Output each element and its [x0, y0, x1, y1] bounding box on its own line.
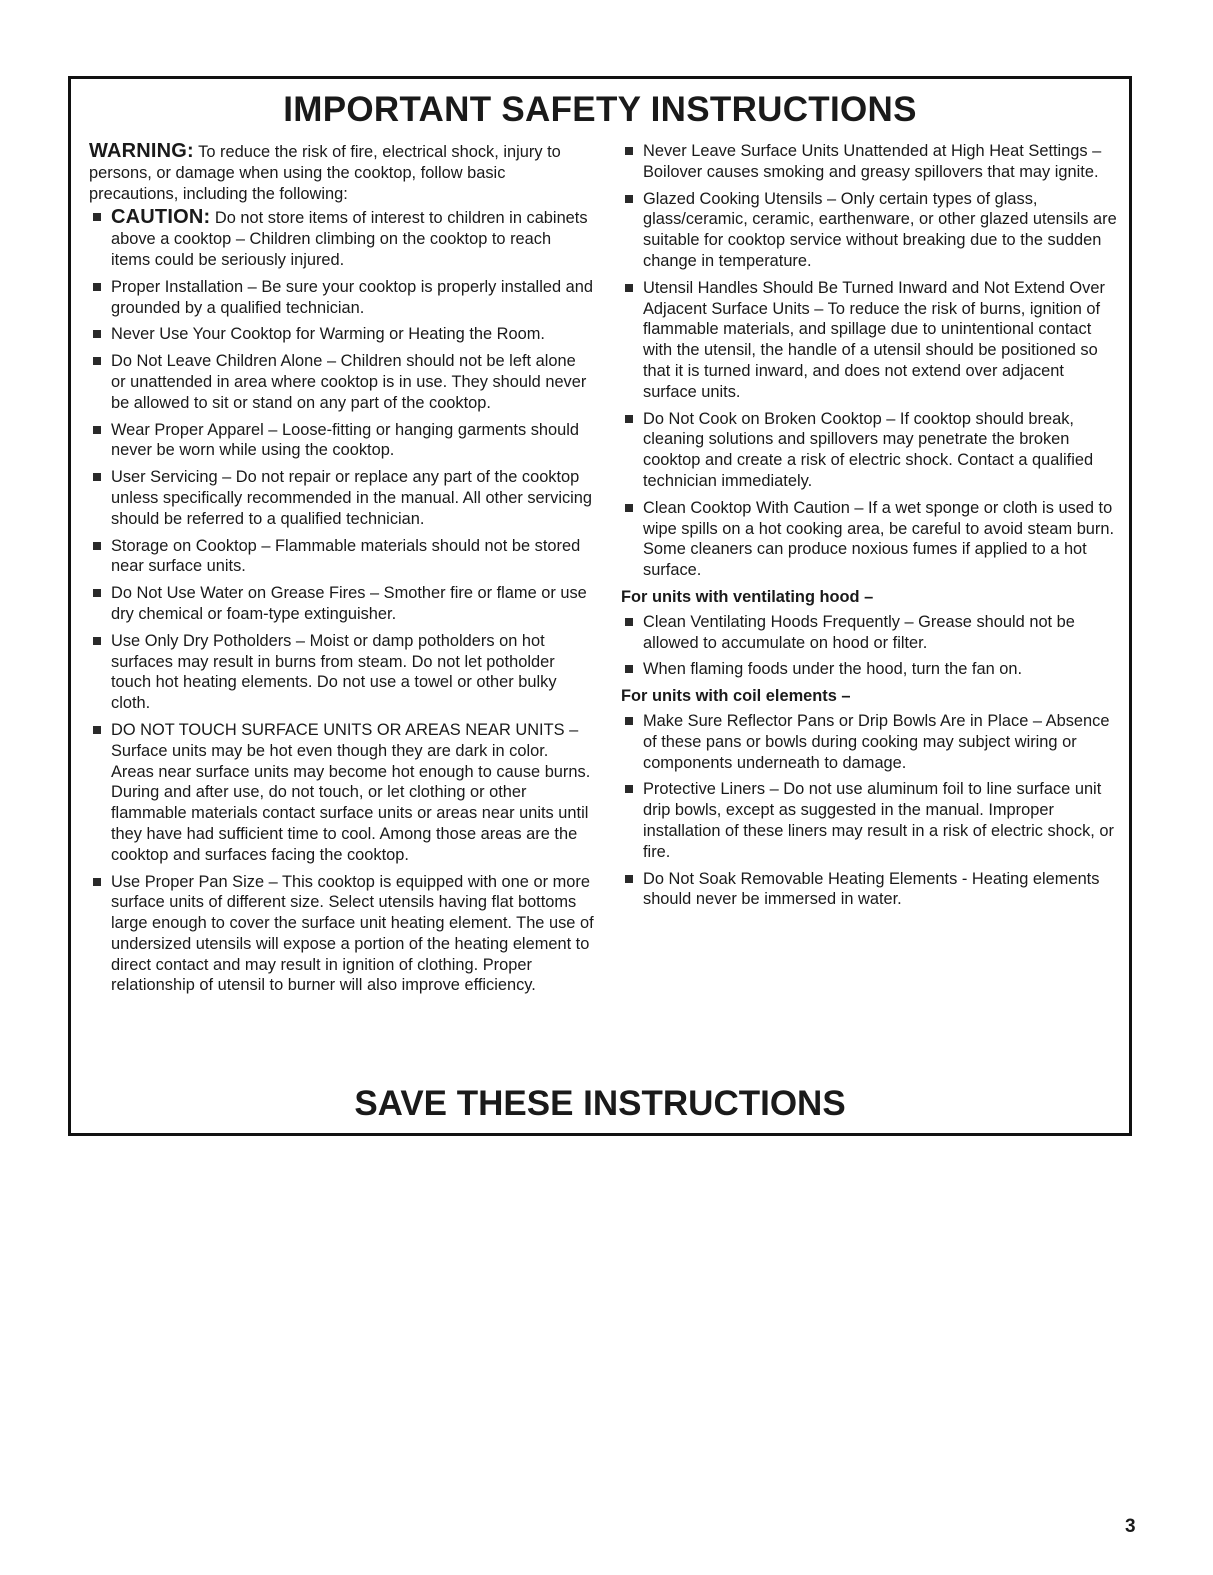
list-item [621, 869, 1121, 911]
left-instruction-list [89, 207, 594, 996]
save-instructions-title: SAVE THESE INSTRUCTIONS [354, 1084, 846, 1123]
list-item [621, 711, 1121, 773]
list-item [89, 720, 594, 866]
right-column [621, 141, 1121, 916]
list-item-text: Do Not Use Water on Grease Fires – Smother fire or flame or use dry chemical or foam-type extinguisher. [111, 584, 587, 623]
list-item [621, 779, 1121, 862]
square-bullet-icon [93, 726, 101, 734]
list-item-text: Use Only Dry Potholders – Moist or damp potholders on hot surfaces may result in burns from steam. Do not let potholder touch hot heating elements. Do not use a towel or other bulky cloth. [111, 631, 557, 713]
square-bullet-icon [625, 785, 633, 793]
list-item-text: Never Use Your Cooktop for Warming or Heating the Room. [111, 325, 545, 344]
list-item [89, 324, 594, 345]
list-item-text: Do Not Cook on Broken Cooktop – If cooktop should break, cleaning solutions and spillovers may penetrate the broken cooktop and create a risk of electric shock. Contact a qualified technician immediately. [643, 409, 1094, 490]
warning-paragraph [89, 141, 594, 204]
square-bullet-icon [625, 284, 633, 292]
coil-section-heading: For units with coil elements – [621, 687, 851, 706]
square-bullet-icon [625, 665, 633, 673]
list-item-text: DO NOT TOUCH SURFACE UNITS OR AREAS NEAR UNITS – Surface units may be hot even though they are dark in color. Areas near surface units may become hot enough to cause burns. During and after use, do not touch, or let clothing or other flammable materials contact surface units or areas near units until they have had sufficient time to cool. Among those areas are the cooktop and surfaces facing the cooktop. [111, 720, 591, 864]
list-item [621, 659, 1121, 680]
list-item-text: Protective Liners – Do not use aluminum foil to line surface unit drip bowls, except as suggested in the manual. Improper installation of these liners may result in a risk of electric shock, or fire. [643, 780, 1114, 861]
left-column [89, 141, 594, 1002]
list-item-text: Proper Installation – Be sure your cooktop is properly installed and grounded by a qualified technician. [111, 277, 593, 317]
square-bullet-icon [93, 589, 101, 597]
list-item-text: Clean Ventilating Hoods Frequently – Grease should not be allowed to accumulate on hood or filter. [643, 612, 1075, 652]
list-item-text: Wear Proper Apparel – Loose-fitting or hanging garments should never be worn while using the cooktop. [111, 420, 580, 460]
list-item [89, 631, 594, 714]
list-item [621, 498, 1121, 581]
list-item [89, 872, 594, 997]
list-item [89, 583, 594, 625]
list-item-text: Glazed Cooking Utensils – Only certain types of glass, glass/ceramic, ceramic, earthenware, or other glazed utensils are suitable for cooktop service without breaking due to the sudden change in temperature. [643, 189, 1117, 270]
coil-instruction-list [621, 711, 1121, 910]
list-item-text: Use Proper Pan Size – This cooktop is equipped with one or more surface units of different size. Select utensils having flat bottoms large enough to cover the surface unit heating element. The use of undersized utensils will expose a portion of the heating element to direct contact and may result in ignition of clothing. Proper relationship of utensil to burner will also improve efficiency. [111, 872, 594, 995]
square-bullet-icon [93, 283, 101, 291]
list-item [89, 536, 594, 578]
list-item [89, 277, 594, 319]
square-bullet-icon [625, 415, 633, 423]
hood-section-heading: For units with ventilating hood – [621, 587, 874, 606]
square-bullet-icon [625, 195, 633, 203]
list-item-text: When flaming foods under the hood, turn the fan on. [643, 660, 1023, 679]
warning-label: WARNING: [89, 140, 194, 162]
list-item-text: Do Not Leave Children Alone – Children should not be left alone or unattended in area where cooktop is in use. They should never be allowed to sit or stand on any part of the cooktop. [111, 352, 587, 412]
square-bullet-icon [625, 875, 633, 883]
hood-instruction-list [621, 612, 1121, 680]
square-bullet-icon [93, 878, 101, 886]
square-bullet-icon [625, 717, 633, 725]
square-bullet-icon [625, 504, 633, 512]
square-bullet-icon [93, 357, 101, 365]
page-number: 3 [1125, 1516, 1136, 1537]
square-bullet-icon [93, 330, 101, 338]
list-item [89, 467, 594, 529]
list-item [621, 612, 1121, 654]
list-item-text: Utensil Handles Should Be Turned Inward and Not Extend Over Adjacent Surface Units – To reduce the risk of burns, ignition of flammable materials, and spillage due to unintentional contact with the utensil, the handle of a utensil should be positioned so that it is turned inward, and does not extend over adjacent surface units. [643, 278, 1105, 401]
square-bullet-icon [93, 637, 101, 645]
square-bullet-icon [93, 213, 101, 221]
list-item-text: Do not store items of interest to children in cabinets above a cooktop – Children climbing on the cooktop to reach items could be seriously injured. [111, 209, 588, 269]
list-item-text: Do Not Soak Removable Heating Elements - Heating elements should never be immersed in water. [643, 869, 1100, 909]
list-item [89, 351, 594, 413]
caution-label: CAUTION: [111, 206, 211, 229]
list-item [621, 409, 1121, 492]
list-item [89, 420, 594, 462]
square-bullet-icon [625, 618, 633, 626]
list-item-text: User Servicing – Do not repair or replace any part of the cooktop unless specifically recommended in the manual. All other servicing should be referred to a qualified technician. [111, 468, 593, 528]
list-item-text: Clean Cooktop With Caution – If a wet sponge or cloth is used to wipe spills on a hot cooking area, be careful to avoid steam burn. Some cleaners can produce noxious fumes if applied to a hot surface. [643, 498, 1115, 580]
warning-text: To reduce the risk of fire, electrical shock, injury to persons, or damage when using the cooktop, follow basic precautions, including the following: [89, 143, 561, 203]
page-title: IMPORTANT SAFETY INSTRUCTIONS [283, 90, 917, 129]
list-item [621, 278, 1121, 403]
list-item [621, 141, 1121, 183]
safety-instructions-box [68, 76, 1132, 1136]
right-instruction-list [621, 141, 1121, 581]
list-item [89, 207, 594, 270]
list-item-text: Storage on Cooktop – Flammable materials should not be stored near surface units. [111, 536, 581, 576]
square-bullet-icon [93, 473, 101, 481]
list-item-text: Never Leave Surface Units Unattended at High Heat Settings – Boilover causes smoking and greasy spillovers that may ignite. [643, 142, 1102, 181]
list-item [621, 189, 1121, 272]
square-bullet-icon [93, 542, 101, 550]
square-bullet-icon [93, 426, 101, 434]
square-bullet-icon [625, 147, 633, 155]
list-item-text: Make Sure Reflector Pans or Drip Bowls Are in Place – Absence of these pans or bowls during cooking may subject wiring or components underneath to damage. [643, 711, 1110, 772]
